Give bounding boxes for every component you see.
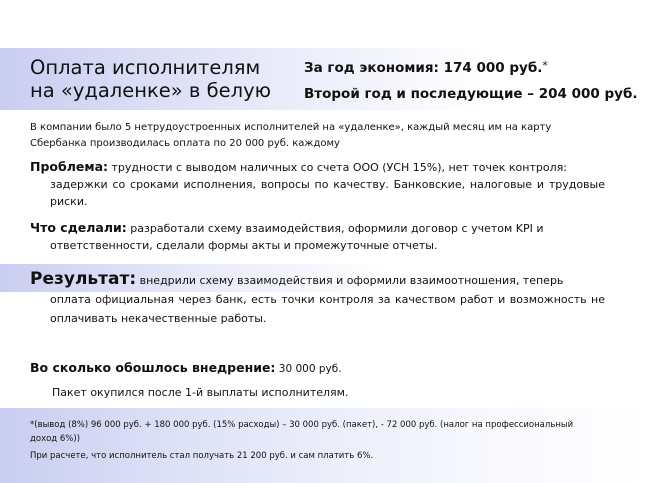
slide-title-line1: Оплата исполнителям — [30, 56, 261, 79]
footnote-calculation — [30, 418, 590, 446]
economy-first-year — [304, 60, 548, 76]
intro-line2: Сбербанка производилась оплата по 20 000 руб. каждому — [30, 138, 340, 149]
problem-label: Проблема: — [30, 159, 109, 174]
payback-note: Пакет окупился после 1-й выплаты исполнителям. — [52, 386, 349, 399]
economy-second-year: Второй год и последующие – 204 000 руб. — [304, 86, 638, 102]
result-text-start: внедрили схему взаимодействия и оформили взаимоотношения, теперь — [136, 274, 564, 287]
problem-text-rest: задержки со сроками исполнения, вопросы по качеству. Банковские, налоговые и трудовые риски. — [50, 178, 605, 208]
cost-value: 30 000 руб. — [275, 363, 342, 375]
cost-line — [30, 360, 342, 375]
result-text-rest: оплата официальная через банк, есть точки контроля за качеством работ и возможность не оплачивать некачественные работы. — [50, 293, 605, 325]
intro-paragraph — [30, 120, 610, 152]
result-label: Результат: — [30, 269, 137, 289]
economy-first-year-text: За год экономия: 174 000 руб. — [304, 60, 543, 76]
slide-title — [30, 56, 271, 102]
footnote-assumption: При расчете, что исполнитель стал получать 21 200 руб. и сам платить 6%. — [30, 451, 374, 461]
cost-label: Во сколько обошлось внедрение: — [30, 360, 276, 375]
done-text-rest: ответственности, сделали формы акты и промежуточные отчеты. — [50, 239, 438, 252]
footnote-mark: * — [30, 420, 35, 430]
slide-title-line2: на «удаленке» в белую — [30, 79, 272, 102]
intro-line1: В компании было 5 нетрудоустроенных исполнителей на «удаленке», каждый месяц им на карту — [30, 122, 552, 133]
footnote-line1: (вывод (8%) 96 000 руб. + 180 000 руб. (15% расходы) – 30 000 руб. (пакет), - 72 000 руб. (налог на профессиональный доход 6%)) — [30, 420, 574, 444]
done-paragraph — [30, 219, 605, 254]
done-text-start: разработали схему взаимодействия, оформили договор с учетом KPI и — [126, 222, 544, 235]
problem-text-start: трудности с выводом наличных со счета ООО (УСН 15%), нет точек контроля: — [108, 161, 567, 174]
result-paragraph — [30, 270, 605, 328]
problem-paragraph — [30, 158, 605, 210]
economy-footnote-mark: * — [542, 59, 548, 72]
done-label: Что сделали: — [30, 220, 127, 235]
